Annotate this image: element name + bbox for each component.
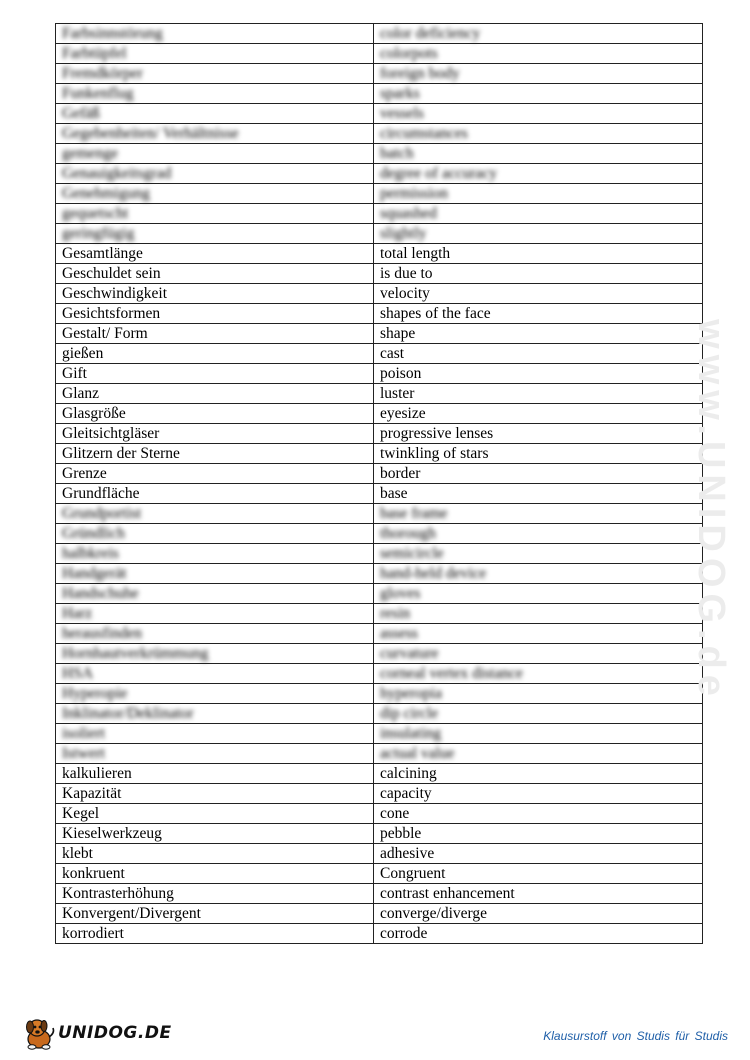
table-row (56, 904, 703, 924)
table-row (56, 224, 703, 244)
table-row (56, 184, 703, 204)
english-term-cell: velocity (374, 284, 703, 304)
table-row (56, 884, 703, 904)
table-row (56, 564, 703, 584)
english-term-cell: capacity (374, 784, 703, 804)
german-term-cell: Gesamtlänge (56, 244, 374, 264)
german-term-cell: Kegel (56, 804, 374, 824)
german-term-cell: Glitzern der Sterne (56, 444, 374, 464)
german-term-cell: Genehmigung (56, 184, 374, 204)
german-term-cell: Istwert (56, 744, 374, 764)
english-term-cell: thorough (374, 524, 703, 544)
english-term-cell: shapes of the face (374, 304, 703, 324)
table-row (56, 704, 703, 724)
table-row (56, 164, 703, 184)
english-term-cell: is due to (374, 264, 703, 284)
english-term-cell: border (374, 464, 703, 484)
german-term-cell: herausfinden (56, 624, 374, 644)
english-term-cell: assess (374, 624, 703, 644)
table-row (56, 544, 703, 564)
english-term-cell: color deficiency (374, 24, 703, 44)
table-row (56, 364, 703, 384)
german-term-cell: Harz (56, 604, 374, 624)
english-term-cell: actual value (374, 744, 703, 764)
table-row (56, 84, 703, 104)
german-term-cell: Gestalt/ Form (56, 324, 374, 344)
german-term-cell: Hyperopie (56, 684, 374, 704)
german-term-cell: Handgerät (56, 564, 374, 584)
english-term-cell: circumstances (374, 124, 703, 144)
english-term-cell: hand-held device (374, 564, 703, 584)
english-term-cell: converge/diverge (374, 904, 703, 924)
table-row (56, 144, 703, 164)
table-row (56, 64, 703, 84)
german-term-cell: gemenge (56, 144, 374, 164)
table-row (56, 104, 703, 124)
english-term-cell: curvature (374, 644, 703, 664)
table-row (56, 424, 703, 444)
english-term-cell: total length (374, 244, 703, 264)
german-term-cell: Gegebenheiten/ Verhältnisse (56, 124, 374, 144)
english-term-cell: foreign body (374, 64, 703, 84)
german-term-cell: Kontrasterhöhung (56, 884, 374, 904)
english-term-cell: resin (374, 604, 703, 624)
english-term-cell: cast (374, 344, 703, 364)
english-term-cell: contrast enhancement (374, 884, 703, 904)
english-term-cell: degree of accuracy (374, 164, 703, 184)
table-row (56, 644, 703, 664)
german-term-cell: gequetscht (56, 204, 374, 224)
german-term-cell: Glasgröße (56, 404, 374, 424)
table-row (56, 504, 703, 524)
table-row (56, 484, 703, 504)
english-term-cell: semicircle (374, 544, 703, 564)
table-row (56, 824, 703, 844)
english-term-cell: progressive lenses (374, 424, 703, 444)
table-row (56, 604, 703, 624)
table-row (56, 304, 703, 324)
table-row (56, 664, 703, 684)
german-term-cell: Gefäß (56, 104, 374, 124)
logo-text: UNIDOG.DE (58, 1023, 172, 1043)
german-term-cell: Glanz (56, 384, 374, 404)
german-term-cell: Grundportist (56, 504, 374, 524)
vocabulary-table (55, 23, 703, 944)
footer-logo[interactable] (22, 1013, 172, 1053)
table-row (56, 784, 703, 804)
english-term-cell: base frame (374, 504, 703, 524)
english-term-cell: batch (374, 144, 703, 164)
table-row (56, 764, 703, 784)
german-term-cell: halbkreis (56, 544, 374, 564)
table-row (56, 524, 703, 544)
german-term-cell: Gesichtsformen (56, 304, 374, 324)
table-row (56, 444, 703, 464)
german-term-cell: isoliert (56, 724, 374, 744)
footer-tagline: Klausurstoff von Studis für Studis (543, 1029, 728, 1043)
german-term-cell: Geschwindigkeit (56, 284, 374, 304)
english-term-cell: Congruent (374, 864, 703, 884)
english-term-cell: slightly (374, 224, 703, 244)
table-row (56, 24, 703, 44)
german-term-cell: konkruent (56, 864, 374, 884)
watermark-text: www.UNIDOG.de (689, 318, 732, 702)
english-term-cell: twinkling of stars (374, 444, 703, 464)
german-term-cell: Farbsinnstörung (56, 24, 374, 44)
german-term-cell: geringfügig (56, 224, 374, 244)
english-term-cell: corrode (374, 924, 703, 944)
german-term-cell: gießen (56, 344, 374, 364)
english-term-cell: gloves (374, 584, 703, 604)
table-row (56, 464, 703, 484)
table-row (56, 244, 703, 264)
german-term-cell: HSA (56, 664, 374, 684)
table-row (56, 724, 703, 744)
english-term-cell: adhesive (374, 844, 703, 864)
english-term-cell: corneal vertex distance (374, 664, 703, 684)
table-row (56, 684, 703, 704)
table-row (56, 384, 703, 404)
vocabulary-table-body (56, 24, 703, 944)
table-row (56, 124, 703, 144)
watermark (690, 280, 730, 740)
german-term-cell: Funkenflug (56, 84, 374, 104)
english-term-cell: hyperopia (374, 684, 703, 704)
english-term-cell: dip circle (374, 704, 703, 724)
german-term-cell: klebt (56, 844, 374, 864)
german-term-cell: Handschuhe (56, 584, 374, 604)
german-term-cell: Kapazität (56, 784, 374, 804)
table-row (56, 584, 703, 604)
table-row (56, 624, 703, 644)
german-term-cell: Konvergent/Divergent (56, 904, 374, 924)
table-row (56, 744, 703, 764)
german-term-cell: Grundfläche (56, 484, 374, 504)
german-term-cell: Inklinator/Deklinator (56, 704, 374, 724)
english-term-cell: insulating (374, 724, 703, 744)
english-term-cell: cone (374, 804, 703, 824)
german-term-cell: kalkulieren (56, 764, 374, 784)
german-term-cell: Kieselwerkzeug (56, 824, 374, 844)
german-term-cell: Gründlich (56, 524, 374, 544)
english-term-cell: calcining (374, 764, 703, 784)
german-term-cell: Fremdkörper (56, 64, 374, 84)
table-row (56, 844, 703, 864)
german-term-cell: korrodiert (56, 924, 374, 944)
german-term-cell: Genauigkeitsgrad (56, 164, 374, 184)
table-row (56, 924, 703, 944)
english-term-cell: shape (374, 324, 703, 344)
english-term-cell: squashed (374, 204, 703, 224)
english-term-cell: permission (374, 184, 703, 204)
german-term-cell: Hornhautverkrümmung (56, 644, 374, 664)
english-term-cell: base (374, 484, 703, 504)
english-term-cell: poison (374, 364, 703, 384)
german-term-cell: Gleitsichtgläser (56, 424, 374, 444)
table-row (56, 804, 703, 824)
english-term-cell: sparks (374, 84, 703, 104)
dog-logo-icon (22, 1015, 56, 1051)
table-row (56, 324, 703, 344)
english-term-cell: luster (374, 384, 703, 404)
table-row (56, 44, 703, 64)
english-term-cell: eyesize (374, 404, 703, 424)
english-term-cell: pebble (374, 824, 703, 844)
table-row (56, 284, 703, 304)
german-term-cell: Gift (56, 364, 374, 384)
table-row (56, 204, 703, 224)
table-row (56, 344, 703, 364)
english-term-cell: colorpots (374, 44, 703, 64)
german-term-cell: Grenze (56, 464, 374, 484)
german-term-cell: Farbtüpfel (56, 44, 374, 64)
table-row (56, 264, 703, 284)
table-row (56, 404, 703, 424)
table-row (56, 864, 703, 884)
english-term-cell: vessels (374, 104, 703, 124)
german-term-cell: Geschuldet sein (56, 264, 374, 284)
